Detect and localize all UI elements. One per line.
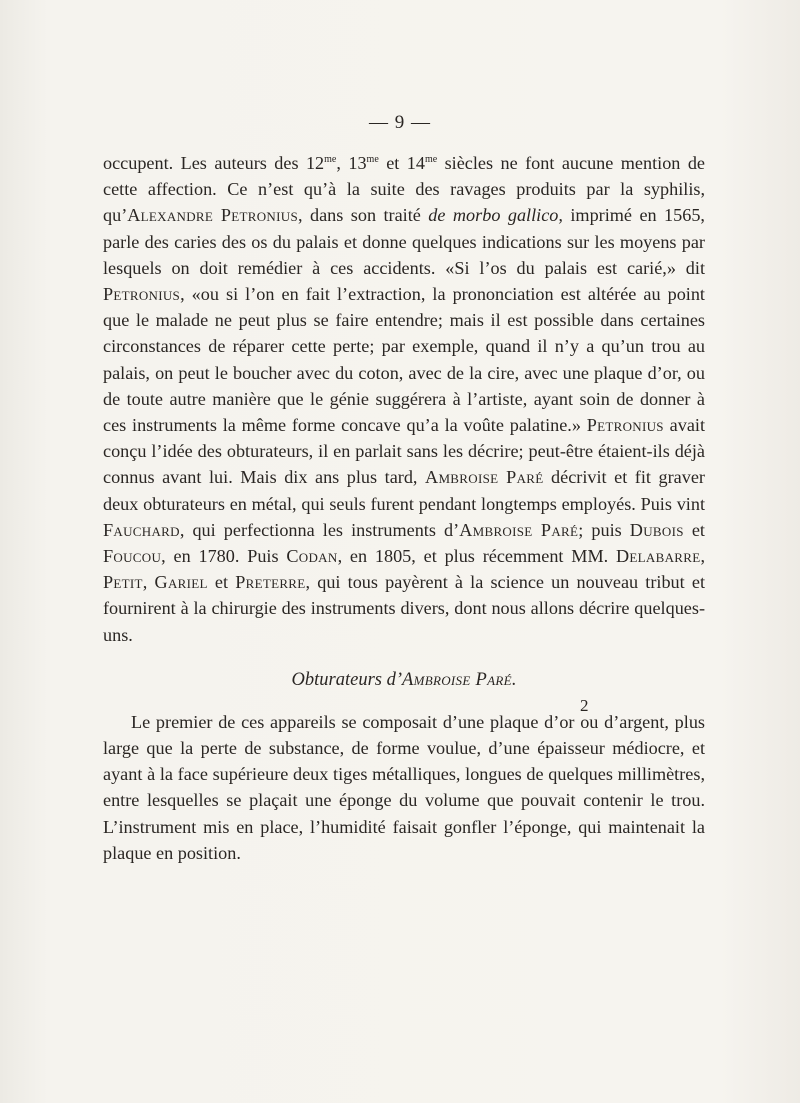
text-run: ; puis (578, 519, 630, 540)
text-run: siècles ne font aucune mention de cette affection. Ce n’est qu’à la suite des ravages produits par la syphilis, qu’ (103, 153, 705, 226)
person-name: Delabarre (616, 546, 701, 567)
paragraph-history (103, 150, 705, 648)
paragraph-description: Le premier de ces appareils se composait d’une plaque d’or ou d’argent, plus large que la perte de substance, de forme voulue, d’une épaisseur médiocre, et ayant à la face supérieure deux tiges métalliques, longues de quelques millimètres, entre lesquelles se plaçait une éponge du volume que pouvait contenir le trou. L’instrument mis en place, l’humidité faisait gonfler l’éponge, qui maintenait la plaque en position. (103, 711, 705, 863)
person-name: Ambroise Paré (459, 519, 579, 540)
book-title: de morbo gallico, (428, 205, 563, 226)
person-name: Codan (286, 546, 338, 567)
person-name: Dubois (629, 519, 684, 540)
page-number-header: — 9 — (369, 112, 431, 133)
text-run: avait conçu l’idée des obturateurs, il en parlait sans les décrire; peut-être étaient-ils déjà connus avant lui. Mais dix ans plus tard, (103, 415, 705, 488)
heading-text: . (511, 669, 517, 690)
person-name: Petronius (586, 415, 664, 436)
person-name: Foucou (103, 546, 162, 567)
page-body (103, 150, 705, 866)
text-run: , qui perfectionna les instruments d’ (179, 519, 460, 540)
text-run: , en 1780. Puis (161, 546, 287, 567)
text-run: décrivit et fit graver deux obturateurs en métal, qui seuls furent pendant longtemps employés. Puis vint (103, 467, 705, 514)
text-run: occupent. Les auteurs des 12 (103, 153, 325, 173)
text-run: et 14 (378, 153, 425, 173)
person-name: Ambroise Paré (402, 669, 512, 690)
text-run: et (207, 572, 236, 593)
text-run: , en 1805, et plus récemment MM. (337, 546, 616, 567)
text-run: , 13 (336, 153, 367, 173)
person-name: Gariel (154, 572, 208, 593)
person-name: Alexandre Petronius (127, 205, 298, 226)
heading-text: Obturateurs d’ (291, 669, 403, 690)
person-name: Ambroise Paré (425, 467, 544, 488)
text-run: , qui tous payèrent à la science un nouveau tribut et fournirent à la chirurgie des instruments divers, dont nous allons décrire quelques-uns. (103, 572, 706, 645)
person-name: Petronius (103, 284, 181, 305)
text-run: imprimé en 1565, parle des caries des os du palais et donne quelques indications sur les moyens par lesquels on doit remédier à ces accidents. «Si l’os du palais est carié,» dit (103, 205, 705, 278)
signature-mark: 2 (580, 696, 589, 715)
text-run: et (683, 519, 705, 540)
text-run: , «ou si l’on en fait l’extraction, la prononciation est altérée au point que le malade ne peut plus se faire entendre; mais il est possible dans certaines circonstances de réparer cette perte; par exemple, quand il n’y a qu’un trou au palais, on peut le boucher avec du coton, avec de la cire, avec une plaque d’or, ou de toute autre manière que le génie suggérera à l’artiste, ayant soin de donner à ces instruments la même forme concave qu’a la voûte palatine.» (103, 284, 705, 436)
person-name: Fauchard (103, 519, 180, 540)
person-name: Preterre (235, 572, 306, 593)
superscript: me (424, 154, 438, 165)
text-run: , (142, 572, 155, 593)
superscript: me (366, 154, 379, 165)
text-run: , (700, 546, 705, 567)
superscript: me (324, 154, 337, 165)
person-name: Petit (103, 572, 143, 593)
text-run: , dans son traité (297, 205, 429, 226)
section-heading (103, 670, 705, 691)
